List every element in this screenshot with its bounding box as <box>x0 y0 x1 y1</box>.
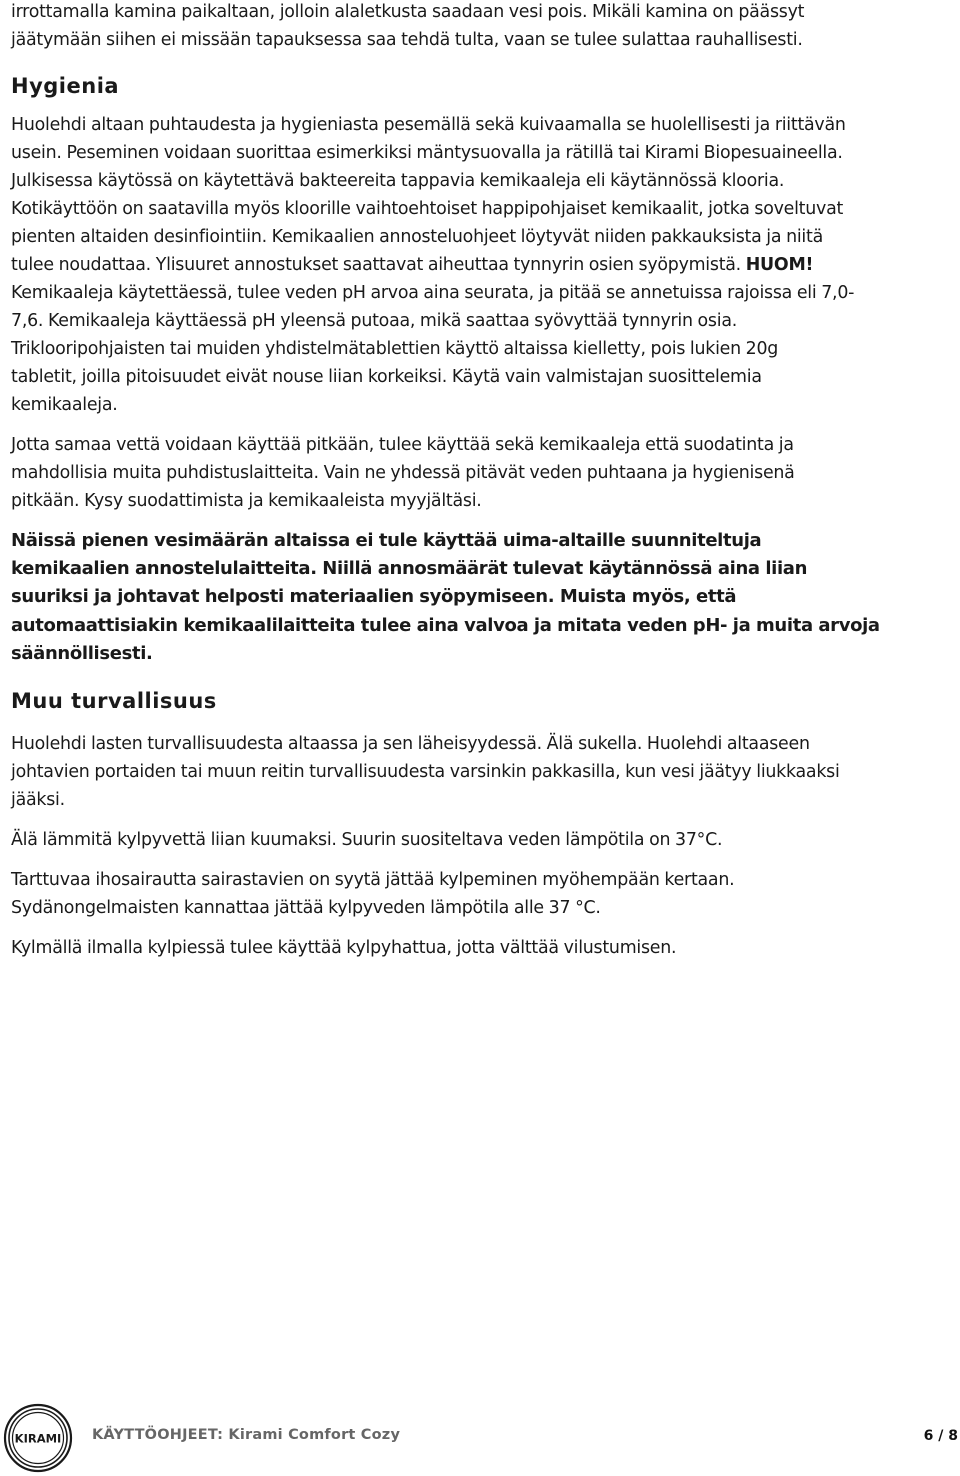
text-line: Julkisessa käytössä on käytettävä bakteereita tappavia kemikaaleja eli käytännössä klooria. <box>11 171 785 191</box>
text-line: Sydänongelmaisten kannattaa jättää kylpyveden lämpötila alle 37 °C. <box>11 898 601 919</box>
text-line: säännöllisesti. <box>11 642 153 664</box>
text-line: suuriksi ja johtavat helposti materiaalien syöpymiseen. Muista myös, että <box>11 586 737 608</box>
text-line: Tarttuvaa ihosairautta sairastavien on syytä jättää kylpeminen myöhempään kertaan. <box>11 870 735 891</box>
huom-label: HUOM! <box>745 255 814 275</box>
text-line: Näissä pienen vesimäärän altaissa ei tule käyttää uima-altaille suunniteltuja <box>11 530 762 551</box>
text-line: 7,6. Kemikaaleja käyttäessä pH yleensä putoaa, mikä saattaa syövyttää tynnyrin osia. <box>11 311 738 331</box>
text-line: pitkään. Kysy suodattimista ja kemikaaleista myyjältäsi. <box>11 491 482 511</box>
intro-line: irrottamalla kamina paikaltaan, jolloin alaletkusta saadaan vesi pois. Mikäli kamina on päässyt <box>11 2 805 22</box>
text-line: tabletit, joilla pitoisuudet eivät nouse liian korkeiksi. Käytä vain valmistajan suosittelemia <box>11 367 762 387</box>
section-heading-hygiene: Hygienia <box>11 74 120 98</box>
page-number: 6 / 8 <box>923 1428 958 1444</box>
hygiene-paragraph-1 <box>11 111 951 419</box>
intro-paragraph <box>11 0 951 54</box>
hygiene-paragraph-2 <box>11 431 951 515</box>
text-line: Kotikäyttöön on saatavilla myös kloorille vaihtoehtoiset happipohjaiset kemikaalit, jotka soveltuvat <box>11 199 844 219</box>
text-line: pienten altaiden desinfiointiin. Kemikaalien annosteluohjeet löytyvät niiden pakkauksista ja niitä <box>11 227 823 247</box>
safety-paragraph-1 <box>11 730 951 814</box>
text-line: usein. Peseminen voidaan suorittaa esimerkiksi mäntysuovalla ja rätillä tai Kirami Biopesuaineella. <box>11 143 843 163</box>
page-footer <box>0 1396 960 1476</box>
text-line: Huolehdi lasten turvallisuudesta altaassa ja sen läheisyydessä. Älä sukella. Huolehdi altaaseen <box>11 734 810 755</box>
text-line: tulee noudattaa. Ylisuuret annostukset saattavat aiheuttaa tynnyrin osien syöpymistä. <box>11 255 746 275</box>
text-line: johtavien portaiden tai muun reitin turvallisuudesta varsinkin pakkasilla, kun vesi jäätyy liukkaaksi <box>11 762 840 783</box>
safety-paragraph-4: Kylmällä ilmalla kylpiessä tulee käyttää kylpyhattua, jotta välttää vilustumisen. <box>11 938 677 959</box>
text-line: Jotta samaa vettä voidaan käyttää pitkään, tulee käyttää sekä kemikaaleja että suodatinta ja <box>11 435 794 455</box>
safety-paragraph-3 <box>11 866 951 922</box>
text-line: mahdollisia muita puhdistuslaitteita. Vain ne yhdessä pitävät veden puhtaana ja hygienisenä <box>11 463 795 483</box>
section-heading-safety: Muu turvallisuus <box>11 689 217 714</box>
intro-line: jäätymään siihen ei missään tapauksessa saa tehdä tulta, vaan se tulee sulattaa rauhallisesti. <box>11 30 803 50</box>
text-line: kemikaalien annostelulaitteita. Niillä annosmäärät tulevat käytännössä aina liian <box>11 558 808 580</box>
text-line: jääksi. <box>11 790 65 811</box>
text-line: Triklooripohjaisten tai muiden yhdistelmätablettien käyttö altaissa kielletty, pois lukien 20g <box>11 339 779 359</box>
text-line: kemikaaleja. <box>11 395 118 415</box>
kirami-logo <box>2 1402 74 1474</box>
document-body <box>11 0 951 962</box>
text-line: Huolehdi altaan puhtaudesta ja hygieniasta pesemällä sekä kuivaamalla se huolellisesti ja riittävän <box>11 115 846 135</box>
logo-text: KIRAMI <box>14 1431 62 1446</box>
chemical-warning-paragraph <box>11 527 951 668</box>
text-line: automaattisiakin kemikaalilaitteita tulee aina valvoa ja mitata veden pH- ja muita arvoja <box>11 614 880 636</box>
text-line: Kemikaaleja käytettäessä, tulee veden pH arvoa aina seurata, ja pitää se annetuissa rajoissa eli 7,0- <box>11 283 855 303</box>
footer-title: KÄYTTÖOHJEET: Kirami Comfort Cozy <box>92 1427 401 1443</box>
safety-paragraph-2: Älä lämmitä kylpyvettä liian kuumaksi. Suurin suositeltava veden lämpötila on 37°C. <box>11 830 723 851</box>
